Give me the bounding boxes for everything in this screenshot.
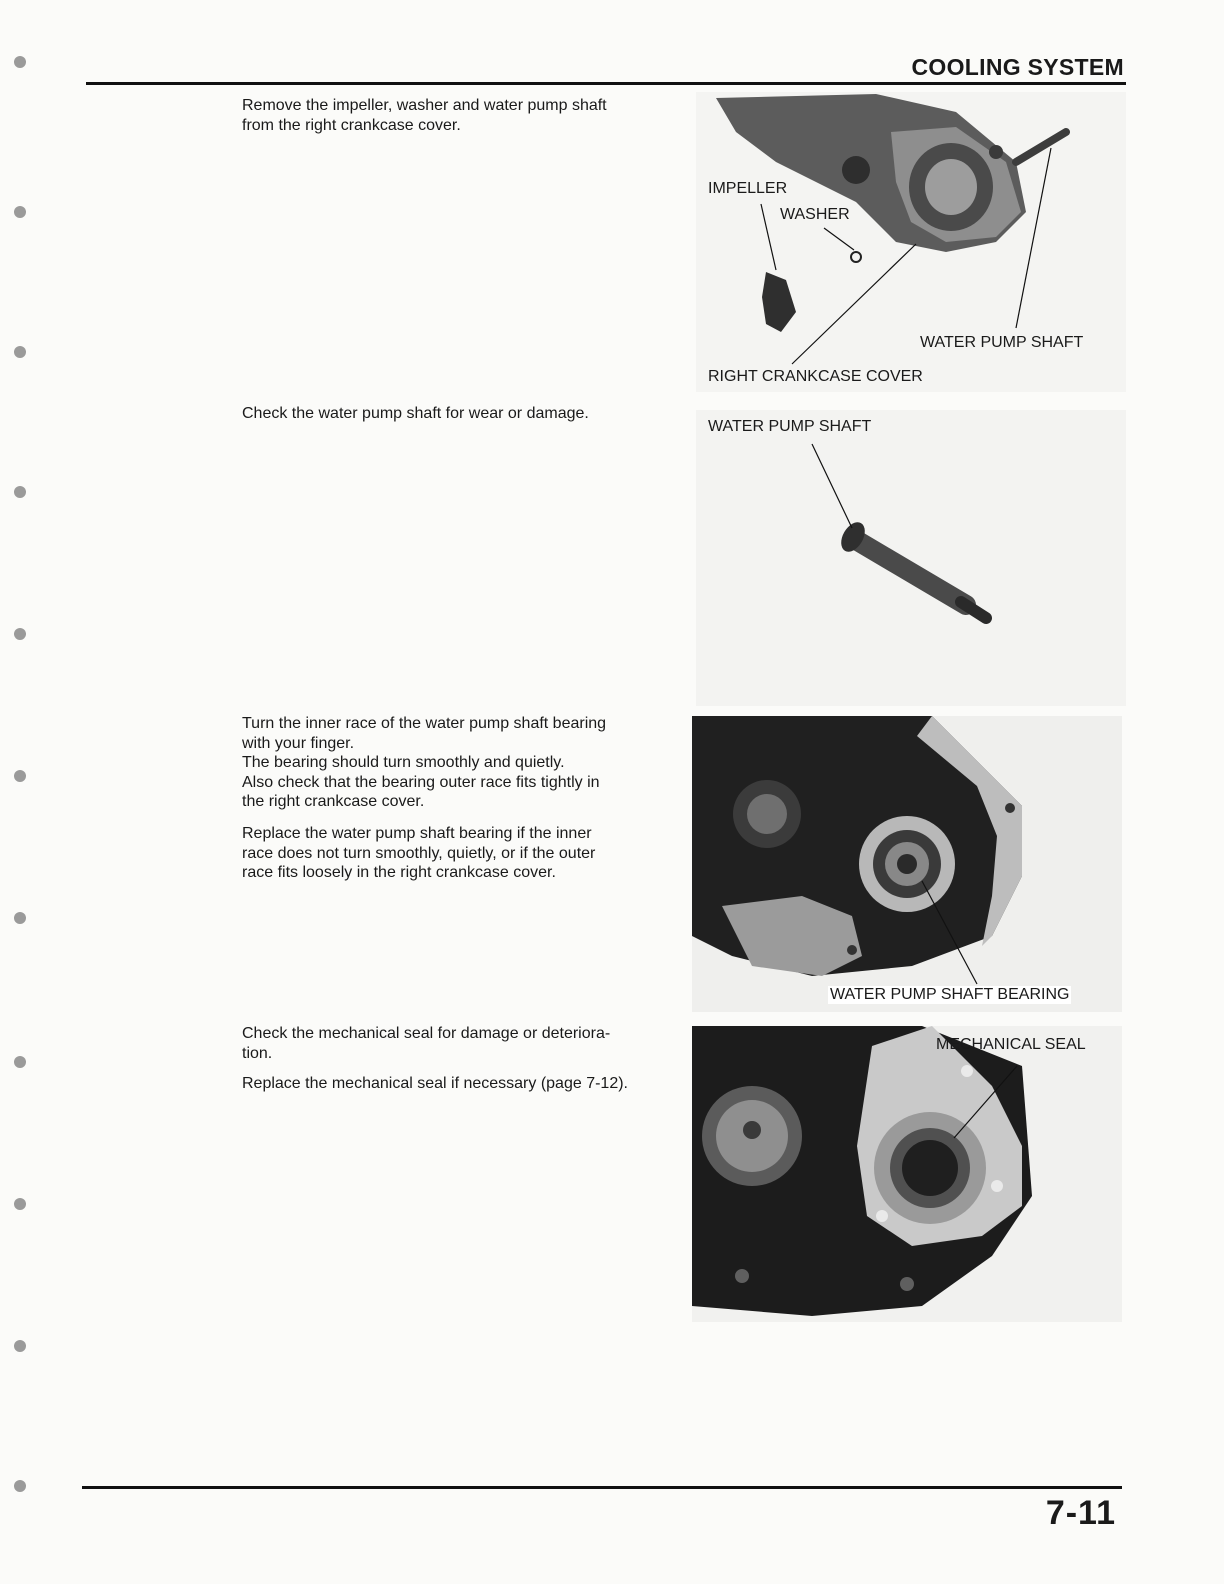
label-impeller: IMPELLER — [708, 180, 788, 197]
header-rule — [86, 82, 1126, 85]
label-water-pump-shaft: WATER PUMP SHAFT — [708, 418, 872, 435]
step-replace-seal — [242, 1074, 684, 1094]
footer-rule — [82, 1486, 1122, 1489]
binder-hole — [14, 56, 26, 68]
text-line: Remove the impeller, washer and water pump shaft — [242, 97, 607, 114]
label-water-pump-shaft: WATER PUMP SHAFT — [920, 334, 1084, 351]
text-line: race does not turn smoothly, quietly, or if the outer — [242, 844, 596, 862]
label-mechanical-seal: MECHANICAL SEAL — [936, 1036, 1086, 1053]
text-line: with your finger. — [242, 734, 355, 752]
section-title: COOLING SYSTEM — [911, 54, 1124, 80]
label-shaft-bearing: WATER PUMP SHAFT BEARING — [830, 986, 1070, 1003]
binder-hole — [14, 912, 26, 924]
figure-water-pump-shaft — [696, 410, 1126, 706]
label-right-crankcase-cover: RIGHT CRANKCASE COVER — [708, 368, 923, 385]
binder-hole — [14, 1198, 26, 1210]
label-washer: WASHER — [780, 206, 850, 223]
figure-shaft-bearing-illustration — [692, 716, 1122, 1012]
binder-hole — [14, 1480, 26, 1492]
binder-hole — [14, 770, 26, 782]
binder-hole — [14, 628, 26, 640]
binder-hole — [14, 346, 26, 358]
binder-hole — [14, 1340, 26, 1352]
binder-hole — [14, 1056, 26, 1068]
page-number: 7-11 — [1045, 1494, 1116, 1532]
figure-mechanical-seal-illustration — [692, 1026, 1122, 1322]
figure-mechanical-seal — [692, 1026, 1122, 1322]
figure-water-pump-shaft-illustration — [696, 410, 1126, 706]
step-replace-bearing — [242, 824, 684, 883]
text-line: Also check that the bearing outer race fits tightly in — [242, 773, 600, 791]
figure-shaft-bearing — [692, 716, 1122, 1012]
binder-hole — [14, 206, 26, 218]
step-remove-impeller — [242, 96, 684, 135]
text-line: race fits loosely in the right crankcase cover. — [242, 864, 556, 881]
text-line: Check the water pump shaft for wear or damage. — [242, 405, 589, 422]
text-line: Check the mechanical seal for damage or deteriora- — [242, 1025, 611, 1042]
step-check-shaft — [242, 404, 684, 424]
text-line: tion. — [242, 1044, 273, 1062]
text-line: Turn the inner race of the water pump shaft bearing — [242, 715, 607, 732]
text-line: the right crankcase cover. — [242, 793, 425, 810]
text-line: The bearing should turn smoothly and quietly. — [242, 754, 565, 771]
text-line: from the right crankcase cover. — [242, 116, 461, 134]
figure-cover-disassembly — [696, 92, 1126, 392]
binder-hole — [14, 486, 26, 498]
text-line: Replace the mechanical seal if necessary (page 7-12). — [242, 1075, 628, 1092]
step-turn-inner-race — [242, 714, 684, 812]
text-line: Replace the water pump shaft bearing if the inner — [242, 825, 592, 842]
step-check-seal — [242, 1024, 684, 1063]
